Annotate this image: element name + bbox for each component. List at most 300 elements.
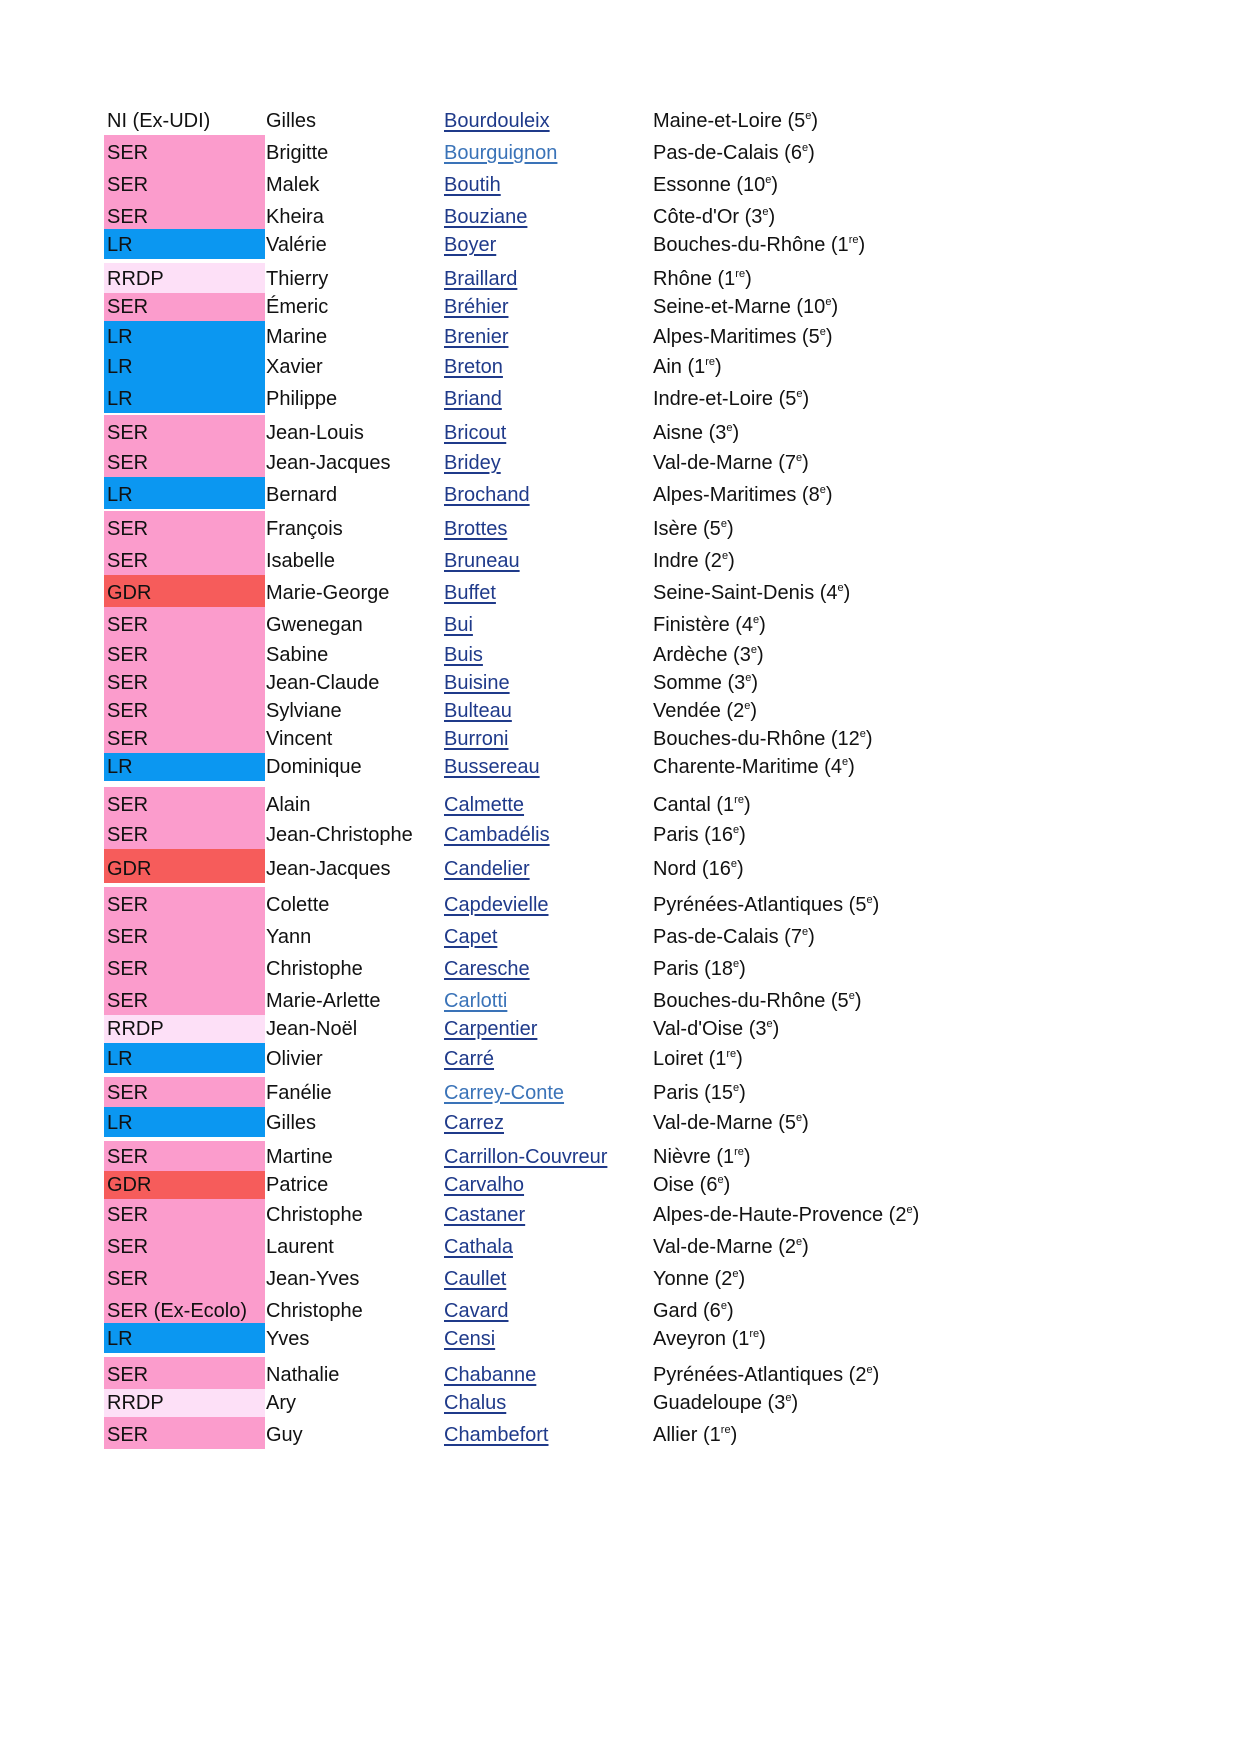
group-cell	[104, 919, 265, 951]
deputy-link[interactable]: Carvalho	[444, 1174, 525, 1196]
first-name-cell	[265, 575, 390, 607]
deputy-link[interactable]: Caresche	[444, 958, 530, 980]
first-name-cell	[265, 1293, 363, 1325]
first-name-cell	[265, 849, 391, 883]
group-cell	[104, 511, 265, 543]
first-name-cell	[265, 1323, 310, 1353]
deputy-link[interactable]: Carlotti	[444, 990, 508, 1012]
first-name: Kheira	[266, 206, 324, 228]
deputy-link[interactable]: Briand	[444, 388, 502, 410]
constituency: Alpes-de-Haute-Provence (2e)	[653, 1204, 920, 1226]
first-name: Émeric	[266, 296, 329, 318]
table-row	[0, 167, 1241, 199]
first-name-cell	[265, 1261, 360, 1293]
first-name: Jean-Noël	[266, 1018, 358, 1040]
table-row	[0, 543, 1241, 575]
table-row	[0, 639, 1241, 669]
first-name: Laurent	[266, 1236, 334, 1258]
constituency: Nièvre (1re)	[653, 1146, 751, 1168]
first-name-cell	[265, 725, 333, 753]
constituency: Paris (18e)	[653, 958, 746, 980]
table-row	[0, 103, 1241, 135]
first-name-cell	[265, 1077, 332, 1107]
group-cell	[104, 415, 265, 447]
first-name-cell	[265, 447, 391, 477]
group-cell	[104, 753, 265, 781]
group-cell	[104, 1389, 265, 1417]
first-name: Marine	[266, 326, 328, 348]
group-label: SER	[107, 926, 149, 948]
deputy-link[interactable]: Censi	[444, 1328, 496, 1350]
constituency: Cantal (1re)	[653, 794, 751, 816]
first-name: Marie-George	[266, 582, 390, 604]
group-cell	[104, 135, 265, 167]
first-name: Xavier	[266, 356, 323, 378]
first-name-cell	[265, 607, 363, 639]
constituency: Bouches-du-Rhône (5e)	[653, 990, 862, 1012]
constituency: Seine-Saint-Denis (4e)	[653, 582, 851, 604]
deputy-link[interactable]: Bui	[444, 614, 473, 636]
first-name: Guy	[266, 1424, 303, 1446]
constituency: Aisne (3e)	[653, 422, 740, 444]
first-name: Alain	[266, 794, 311, 816]
group-label: NI (Ex-UDI)	[107, 110, 211, 132]
group-label: RRDP	[107, 268, 164, 290]
first-name: Isabelle	[266, 550, 335, 572]
group-label: LR	[107, 388, 133, 410]
deputy-link[interactable]: Carrillon-Couvreur	[444, 1146, 608, 1168]
constituency: Rhône (1re)	[653, 268, 752, 290]
constituency: Paris (15e)	[653, 1082, 746, 1104]
constituency: Loiret (1re)	[653, 1048, 743, 1070]
group-cell	[104, 1077, 265, 1107]
first-name: Yann	[266, 926, 312, 948]
constituency: Côte-d'Or (3e)	[653, 206, 776, 228]
group-label: SER	[107, 422, 149, 444]
deputy-link[interactable]: Breton	[444, 356, 503, 378]
deputy-link[interactable]: Buisine	[444, 672, 510, 694]
group-label: GDR	[107, 858, 152, 880]
first-name-cell	[265, 1229, 334, 1261]
deputy-link[interactable]: Bréhier	[444, 296, 509, 318]
table-row	[0, 819, 1241, 849]
first-name-cell	[265, 1389, 296, 1417]
group-cell	[104, 1229, 265, 1261]
first-name: Philippe	[266, 388, 338, 410]
first-name-cell	[265, 951, 363, 983]
table-row	[0, 753, 1241, 781]
group-cell	[104, 1015, 265, 1043]
deputy-link[interactable]: Braillard	[444, 268, 518, 290]
constituency: Indre (2e)	[653, 550, 735, 572]
constituency: Bouches-du-Rhône (1re)	[653, 234, 866, 256]
first-name-cell	[265, 819, 413, 849]
deputy-link[interactable]: Boutih	[444, 174, 501, 196]
constituency: Gard (6e)	[653, 1300, 734, 1322]
group-label: LR	[107, 484, 133, 506]
group-cell	[104, 543, 265, 575]
first-name-cell	[265, 639, 329, 669]
table-row	[0, 293, 1241, 321]
group-label: SER	[107, 1236, 149, 1258]
first-name-cell	[265, 697, 342, 725]
constituency: Val-de-Marne (5e)	[653, 1112, 809, 1134]
group-cell	[104, 447, 265, 477]
deputy-link[interactable]: Burroni	[444, 728, 509, 750]
table-row	[0, 919, 1241, 951]
constituency: Somme (3e)	[653, 672, 759, 694]
constituency: Paris (16e)	[653, 824, 746, 846]
first-name: Dominique	[266, 756, 362, 778]
deputy-link[interactable]: Buis	[444, 644, 483, 666]
group-label: SER	[107, 1146, 149, 1168]
first-name-cell	[265, 229, 327, 259]
first-name-cell	[265, 1015, 358, 1043]
table-row	[0, 1293, 1241, 1325]
group-cell	[104, 725, 265, 753]
first-name-cell	[265, 415, 364, 447]
table-row	[0, 447, 1241, 477]
group-cell	[104, 1141, 265, 1171]
first-name-cell	[265, 381, 338, 413]
table-row	[0, 1043, 1241, 1073]
constituency: Charente-Maritime (4e)	[653, 756, 855, 778]
first-name: Sabine	[266, 644, 329, 666]
group-label: SER	[107, 296, 149, 318]
deputy-link[interactable]: Capdevielle	[444, 894, 549, 916]
table-row	[0, 351, 1241, 381]
deputy-link[interactable]: Calmette	[444, 794, 525, 816]
first-name-cell	[265, 321, 328, 351]
constituency: Finistère (4e)	[653, 614, 766, 636]
group-label: SER	[107, 518, 149, 540]
first-name: Christophe	[266, 958, 363, 980]
first-name: Sylviane	[266, 700, 342, 722]
group-label: SER	[107, 728, 149, 750]
constituency: Seine-et-Marne (10e)	[653, 296, 839, 318]
first-name: Gwenegan	[266, 614, 363, 636]
deputy-link[interactable]: Bridey	[444, 452, 501, 474]
first-name-cell	[265, 135, 329, 167]
group-label: SER	[107, 958, 149, 980]
table-row	[0, 887, 1241, 919]
first-name: Marie-Arlette	[266, 990, 381, 1012]
first-name: Olivier	[266, 1048, 323, 1070]
first-name: Brigitte	[266, 142, 329, 164]
group-label: SER	[107, 1424, 149, 1446]
group-label: SER	[107, 452, 149, 474]
table-row	[0, 1077, 1241, 1107]
table-row	[0, 697, 1241, 725]
first-name: Ary	[266, 1392, 296, 1414]
first-name-cell	[265, 1107, 317, 1137]
group-label: LR	[107, 1328, 133, 1350]
first-name: Jean-Jacques	[266, 858, 391, 880]
constituency: Alpes-Maritimes (8e)	[653, 484, 833, 506]
first-name: Martine	[266, 1146, 333, 1168]
table-row	[0, 477, 1241, 509]
group-cell	[104, 293, 265, 321]
deputy-link[interactable]: Caullet	[444, 1268, 507, 1290]
first-name: Christophe	[266, 1300, 363, 1322]
deputy-link[interactable]: Capet	[444, 926, 498, 948]
first-name-cell	[265, 1043, 323, 1073]
first-name-cell	[265, 103, 317, 135]
table-row	[0, 1171, 1241, 1199]
first-name: Patrice	[266, 1174, 329, 1196]
first-name-cell	[265, 1171, 329, 1199]
deputy-link[interactable]: Bouziane	[444, 206, 528, 228]
first-name: Bernard	[266, 484, 338, 506]
group-label: LR	[107, 326, 133, 348]
constituency: Bouches-du-Rhône (12e)	[653, 728, 873, 750]
group-cell	[104, 607, 265, 639]
group-cell	[104, 575, 265, 607]
first-name: Yves	[266, 1328, 310, 1350]
constituency: Pyrénées-Atlantiques (5e)	[653, 894, 880, 916]
table-row	[0, 575, 1241, 607]
deputy-link[interactable]: Brochand	[444, 484, 530, 506]
constituency: Alpes-Maritimes (5e)	[653, 326, 833, 348]
deputy-link[interactable]: Bricout	[444, 422, 507, 444]
group-cell	[104, 351, 265, 381]
table-row	[0, 1199, 1241, 1229]
group-cell	[104, 1417, 265, 1449]
group-label: SER	[107, 206, 149, 228]
first-name: Jean-Jacques	[266, 452, 391, 474]
group-cell	[104, 669, 265, 697]
constituency: Pyrénées-Atlantiques (2e)	[653, 1364, 880, 1386]
first-name: Jean-Christophe	[266, 824, 413, 846]
constituency: Indre-et-Loire (5e)	[653, 388, 810, 410]
table-row	[0, 1323, 1241, 1353]
constituency: Nord (16e)	[653, 858, 744, 880]
deputy-link[interactable]: Carrey-Conte	[444, 1082, 565, 1104]
group-cell	[104, 381, 265, 413]
group-cell	[104, 167, 265, 199]
deputy-link[interactable]: Brottes	[444, 518, 508, 540]
constituency: Allier (1re)	[653, 1424, 738, 1446]
table-row	[0, 135, 1241, 167]
first-name: Gilles	[266, 1112, 317, 1134]
deputy-link[interactable]: Carré	[444, 1048, 495, 1070]
first-name-cell	[265, 1199, 363, 1229]
table-row	[0, 1107, 1241, 1137]
group-cell	[104, 1171, 265, 1199]
table-row	[0, 725, 1241, 753]
first-name: Malek	[266, 174, 320, 196]
constituency: Val-de-Marne (2e)	[653, 1236, 809, 1258]
table-row	[0, 849, 1241, 883]
constituency: Pas-de-Calais (6e)	[653, 142, 815, 164]
constituency: Isère (5e)	[653, 518, 734, 540]
group-cell	[104, 1323, 265, 1353]
first-name-cell	[265, 477, 338, 509]
first-name: Gilles	[266, 110, 317, 132]
group-cell	[104, 983, 265, 1015]
group-label: LR	[107, 756, 133, 778]
table-row	[0, 415, 1241, 447]
deputy-link[interactable]: Buffet	[444, 582, 496, 604]
constituency: Yonne (2e)	[653, 1268, 746, 1290]
deputy-link[interactable]: Candelier	[444, 858, 530, 880]
group-cell	[104, 199, 265, 231]
constituency: Pas-de-Calais (7e)	[653, 926, 815, 948]
table-row	[0, 199, 1241, 231]
deputy-link[interactable]: Boyer	[444, 234, 497, 256]
group-cell	[104, 951, 265, 983]
first-name-cell	[265, 167, 320, 199]
group-label: GDR	[107, 1174, 152, 1196]
group-cell	[104, 1107, 265, 1137]
first-name-cell	[265, 1357, 340, 1389]
table-row	[0, 511, 1241, 543]
group-label: LR	[107, 1112, 133, 1134]
group-cell	[104, 1293, 265, 1325]
deputy-link[interactable]: Castaner	[444, 1204, 526, 1226]
table-row	[0, 1389, 1241, 1417]
first-name-cell	[265, 983, 381, 1015]
group-label: SER	[107, 644, 149, 666]
first-name-cell	[265, 669, 380, 697]
group-label: SER	[107, 614, 149, 636]
group-cell	[104, 1261, 265, 1293]
table-row	[0, 1015, 1241, 1043]
group-label: SER	[107, 1204, 149, 1226]
constituency: Aveyron (1re)	[653, 1328, 766, 1350]
group-cell	[104, 103, 265, 135]
group-cell	[104, 1199, 265, 1229]
table-row	[0, 1261, 1241, 1293]
group-cell	[104, 849, 265, 883]
group-label: SER	[107, 672, 149, 694]
table-row	[0, 381, 1241, 413]
group-label: SER	[107, 1364, 149, 1386]
first-name-cell	[265, 753, 362, 781]
table-row	[0, 1357, 1241, 1389]
table-row	[0, 669, 1241, 697]
group-cell	[104, 477, 265, 509]
group-label: SER	[107, 550, 149, 572]
table-row	[0, 607, 1241, 639]
first-name: Christophe	[266, 1204, 363, 1226]
group-label: LR	[107, 1048, 133, 1070]
group-label: RRDP	[107, 1392, 164, 1414]
first-name-cell	[265, 1141, 333, 1171]
first-name: Jean-Yves	[266, 1268, 360, 1290]
group-label: SER	[107, 1268, 149, 1290]
deputy-link[interactable]: Cambadélis	[444, 824, 550, 846]
group-label: SER	[107, 174, 149, 196]
first-name-cell	[265, 1417, 303, 1449]
deputy-link[interactable]: Bourguignon	[444, 142, 558, 164]
first-name-cell	[265, 351, 323, 381]
constituency: Ain (1re)	[653, 356, 722, 378]
group-label: SER	[107, 824, 149, 846]
first-name: François	[266, 518, 343, 540]
group-cell	[104, 697, 265, 725]
first-name-cell	[265, 887, 330, 919]
table-row	[0, 321, 1241, 351]
first-name-cell	[265, 787, 311, 819]
deputy-link[interactable]: Cavard	[444, 1300, 509, 1322]
constituency: Guadeloupe (3e)	[653, 1392, 799, 1414]
constituency: Maine-et-Loire (5e)	[653, 110, 819, 132]
group-label: SER	[107, 1082, 149, 1104]
first-name-cell	[265, 293, 329, 321]
group-cell	[104, 787, 265, 819]
first-name: Nathalie	[266, 1364, 340, 1386]
first-name: Fanélie	[266, 1082, 332, 1104]
table-row	[0, 983, 1241, 1015]
group-label: SER (Ex-Ecolo)	[107, 1300, 248, 1322]
table-row	[0, 951, 1241, 983]
group-label: SER	[107, 700, 149, 722]
table-row	[0, 229, 1241, 259]
deputy-link[interactable]: Bourdouleix	[444, 110, 550, 132]
deputy-link[interactable]: Carrez	[444, 1112, 505, 1134]
group-cell	[104, 1043, 265, 1073]
constituency: Val-d'Oise (3e)	[653, 1018, 780, 1040]
group-label: SER	[107, 794, 149, 816]
deputy-link[interactable]: Bulteau	[444, 700, 512, 722]
table-row	[0, 787, 1241, 819]
first-name-cell	[265, 263, 329, 293]
first-name: Valérie	[266, 234, 327, 256]
first-name-cell	[265, 919, 312, 951]
deputy-link[interactable]: Brenier	[444, 326, 509, 348]
first-name-cell	[265, 511, 343, 543]
deputy-link[interactable]: Bussereau	[444, 756, 540, 778]
first-name: Jean-Louis	[266, 422, 364, 444]
constituency: Essonne (10e)	[653, 174, 779, 196]
deputy-link[interactable]: Cathala	[444, 1236, 513, 1258]
deputy-link[interactable]: Carpentier	[444, 1018, 538, 1040]
table-row	[0, 1417, 1241, 1449]
first-name-cell	[265, 199, 324, 231]
first-name: Vincent	[266, 728, 333, 750]
group-cell	[104, 229, 265, 259]
first-name: Colette	[266, 894, 330, 916]
first-name: Jean-Claude	[266, 672, 380, 694]
group-cell	[104, 639, 265, 669]
deputy-link[interactable]: Chabanne	[444, 1364, 537, 1386]
constituency: Val-de-Marne (7e)	[653, 452, 809, 474]
group-cell	[104, 819, 265, 849]
constituency: Ardèche (3e)	[653, 644, 764, 666]
group-label: LR	[107, 234, 133, 256]
group-label: GDR	[107, 582, 152, 604]
group-cell	[104, 1357, 265, 1389]
table-row	[0, 1229, 1241, 1261]
constituency: Oise (6e)	[653, 1174, 731, 1196]
group-label: SER	[107, 894, 149, 916]
deputy-link[interactable]: Bruneau	[444, 550, 520, 572]
table-row	[0, 1141, 1241, 1171]
first-name-cell	[265, 543, 335, 575]
constituency: Vendée (2e)	[653, 700, 757, 722]
group-label: SER	[107, 990, 149, 1012]
table-row	[0, 263, 1241, 293]
deputy-link[interactable]: Chalus	[444, 1392, 507, 1414]
group-label: RRDP	[107, 1018, 164, 1040]
group-label: SER	[107, 142, 149, 164]
group-cell	[104, 263, 265, 293]
deputy-link[interactable]: Chambefort	[444, 1424, 549, 1446]
group-cell	[104, 887, 265, 919]
group-cell	[104, 321, 265, 351]
first-name: Thierry	[266, 268, 329, 290]
